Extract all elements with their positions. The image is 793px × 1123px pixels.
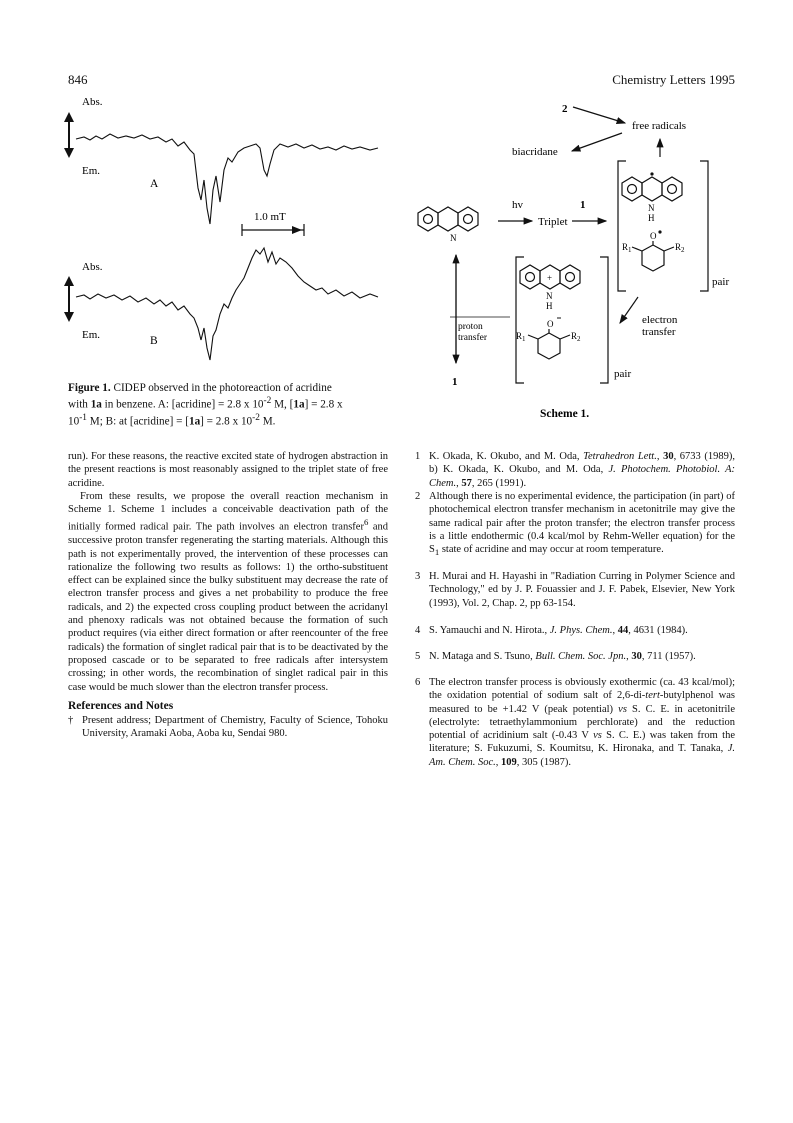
journal-title: Chemistry Letters 1995 (612, 72, 735, 87)
caption-text: with (68, 398, 91, 411)
compound-ref: 1a (293, 398, 305, 411)
abs-em-arrow-top (64, 112, 74, 158)
reference-number: 4 (415, 625, 421, 636)
footnote-dagger (68, 714, 388, 741)
acridinium-n: N (546, 291, 553, 301)
spectrum-a-trace (76, 134, 378, 224)
scheme-1 (410, 95, 740, 425)
abs-label-top: Abs. (82, 96, 103, 108)
compound-ref: 1a (188, 415, 201, 428)
biacridane-label: biacridane (512, 146, 558, 158)
plus-charge: + (547, 273, 553, 283)
reference-3: 3 H. Murai and H. Hayashi in "Radiation Curring in Polymer Science and Technology," ed by J. P. Fouassier and J. F. Pabek, Elsevier, New York (1993), Vol. 2, Chap. 2, pp 63-154. (415, 571, 735, 609)
free-radicals-label: free radicals (632, 120, 687, 132)
caption-sup: -1 (79, 413, 87, 424)
phenoxy-o: O (650, 231, 657, 241)
arrow-2-to-radicals (573, 107, 625, 123)
em-label-top: Em. (82, 165, 101, 177)
caption-sup: -2 (263, 396, 272, 407)
r1-upper: $R_1$ (622, 242, 632, 254)
phenoxide-structure (528, 329, 570, 359)
proton-label: proton (458, 322, 483, 332)
page-number: 846 (68, 72, 88, 87)
proton-transfer-label: transfer (458, 333, 488, 343)
phenoxy-radical-structure (632, 241, 674, 271)
body-text (68, 450, 388, 694)
reference-1: 1 K. Okada, K. Okubo, and M. Oda, Tetrahedron Lett., 30, 6733 (1989), b) K. Okada, K. Okubo, and M. Oda, J. Photochem. Photobiol. A: Chem., 57, 265 (1991). (415, 451, 736, 489)
dagger-symbol: † (68, 715, 74, 726)
reference-number: 5 (415, 651, 421, 662)
body-paragraph-1: run). For these reasons, the reactive excited state of hydrogen abstraction in the present reactions is most reasonably assigned to the triplet state of free acridine. (68, 451, 388, 489)
pair-label-lower: pair (614, 368, 632, 380)
reference-6: 6 The electron transfer process is obviously exothermic (ca. 43 kcal/mol); the oxidation potential of sodium salt of 2,6-di-tert-butylphenol was measured to be +1.42 V (peak potential) vs S. C. E. in acetonitrile (electrolyte: tetraethylammonium perchlorate) and the reduction potential of acridinium salt (-0.43 V vs S. C. E.) was taken from the literature; S. Fukuzumi, S. Koumitsu, K. Hironaka, and T. Tanaka, J. Am. Chem. Soc., 109, 305 (1987). (415, 677, 735, 768)
phenoxide-o: O (547, 319, 554, 329)
acridinium-h: H (546, 301, 553, 311)
abs-label-bottom: Abs. (82, 261, 103, 273)
radical-pair-bracket-upper (618, 161, 708, 291)
arrow-electron-transfer (620, 297, 638, 323)
figure-caption-title: Figure 1. (68, 382, 111, 394)
radical-dot (658, 230, 661, 233)
caption-text: in benzene. A: [acridine] = 2.8 x 10 (101, 398, 264, 411)
compound-1-label-top: 1 (580, 199, 586, 211)
hv-label: hv (512, 199, 523, 211)
r1-lower: $R_1$ (516, 331, 526, 343)
em-label-bottom: Em. (82, 329, 101, 341)
caption-sup: -2 (252, 413, 260, 424)
acridanyl-n: N (648, 203, 655, 213)
scale-bar (242, 224, 304, 236)
caption-text: ] = 2.8 x (304, 398, 343, 411)
r2-lower: $R_2$ (571, 331, 581, 343)
caption-line-1: CIDEP observed in the photoreaction of acridine (113, 382, 332, 394)
reference-number: 1 (415, 451, 421, 462)
figure-1-spectra (60, 92, 390, 382)
compound-ref: 1a (90, 398, 102, 411)
acridine-structure (418, 207, 478, 231)
r2-upper: $R_2$ (675, 242, 685, 254)
ion-pair-bracket-lower (516, 257, 608, 383)
arrow-to-biacridane (572, 133, 622, 151)
reference-5: 5 N. Mataga and S. Tsuno, Bull. Chem. Soc. Jpn., 30, 711 (1957). (415, 651, 696, 662)
reference-number: 3 (415, 571, 421, 582)
abs-em-arrow-bottom (64, 276, 74, 322)
electron-label: electron (642, 314, 678, 326)
triplet-label: Triplet (538, 216, 568, 228)
radical-dot (650, 172, 653, 175)
caption-text: M; B: at [acridine] = [ (86, 415, 189, 428)
references-heading: References and Notes (68, 700, 174, 712)
caption-text: M, [ (271, 398, 294, 411)
scale-bar-label: 1.0 mT (254, 211, 286, 223)
acridanyl-h: H (648, 213, 655, 223)
caption-text: ] = 2.8 x 10 (200, 415, 253, 428)
spectrum-b-trace (76, 248, 378, 360)
body-paragraph-2: From these results, we propose the overall reaction mechanism in Scheme 1. Scheme 1 includes a conceivable deactivation path of the initially formed radical pair. The path involves an electron transfer$^6$ and successive proton transfer regenerating the starting materials. Although this path is not experimentally proved, the intervention of these processes can rationalize the following two results as follows: 1) the ortho-substituent effect can be explained since the bulky substituent may decrease the rate of electron transfer process and gives a net probability to produce the free radicals, and 2) the expected cross coupling product between the acridanyl and phenoxy radicals was not obtained because the formation of such product requires (via either direct formation or after reencounter of the free radicals) the formation of singlet radical pair that is to be deactivated by the proposed cascade or to be separated to free radicals after intersystem crossing; in other words, the recombination of singlet radical pair in this case would be much slower than the electron transfer process. (68, 490, 388, 693)
acridine-n: N (450, 233, 457, 243)
reference-4: 4 S. Yamauchi and N. Hirota., J. Phys. Chem., 44, 4631 (1984). (415, 625, 688, 636)
acridanyl-radical-structure (622, 177, 682, 201)
reference-number: 6 (415, 677, 421, 688)
caption-text: M. (259, 415, 276, 428)
figure-1-caption (68, 382, 388, 429)
dagger-text: Present address; Department of Chemistry, Faculty of Science, Tohoku University, Aramaki Aoba, Aoba ku, Sendai 980. (82, 715, 388, 740)
label-a: A (150, 178, 159, 190)
scheme-caption: Scheme 1. (540, 408, 590, 420)
compound-1-label-bottom: 1 (452, 376, 458, 388)
electron-transfer-label: transfer (642, 326, 676, 338)
caption-text: 10 (68, 415, 80, 428)
label-b: B (150, 335, 158, 347)
compound-2-label: 2 (562, 103, 568, 115)
reference-number: 2 (415, 491, 421, 502)
pair-label-upper: pair (712, 276, 730, 288)
reference-2: 2 Although there is no experimental evidence, the participation (in part) of photochemical electron transfer mechanism in acetonitrile may give the same radical pair after the proton transfer; the electron transfer process is a little endothermic (0.4 kcal/mol by Rehm-Weller equation) for the $S_1$ state of acridine and may occur at room temperature. (415, 491, 735, 558)
